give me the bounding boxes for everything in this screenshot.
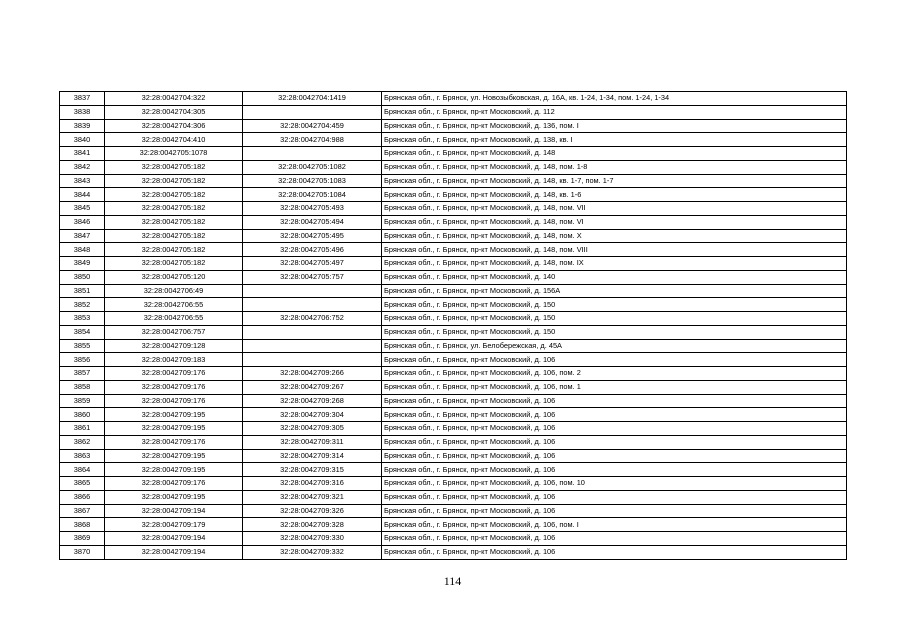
table-row	[60, 353, 847, 367]
table-row	[60, 257, 847, 271]
object-cadastral-number-cell: 32:28:0042705:496	[243, 243, 382, 257]
row-number-cell: 3845	[60, 202, 105, 216]
cadastral-number-cell: 32:28:0042709:179	[105, 518, 243, 532]
address-cell: Брянская обл., г. Брянск, пр-кт Московский, д. 148, пом. IX	[382, 257, 847, 271]
table-row	[60, 518, 847, 532]
object-cadastral-number-cell: 32:28:0042705:494	[243, 215, 382, 229]
row-number-cell: 3867	[60, 504, 105, 518]
table-row	[60, 119, 847, 133]
cadastral-number-cell: 32:28:0042709:176	[105, 477, 243, 491]
row-number-cell: 3848	[60, 243, 105, 257]
cadastral-number-cell: 32:28:0042704:410	[105, 133, 243, 147]
row-number-cell: 3846	[60, 215, 105, 229]
row-number-cell: 3854	[60, 325, 105, 339]
object-cadastral-number-cell: 32:28:0042704:459	[243, 119, 382, 133]
row-number-cell: 3870	[60, 545, 105, 559]
object-cadastral-number-cell: 32:28:0042709:330	[243, 532, 382, 546]
table-row	[60, 229, 847, 243]
address-cell: Брянская обл., г. Брянск, пр-кт Московский, д. 140	[382, 270, 847, 284]
address-cell: Брянская обл., г. Брянск, пр-кт Московский, д. 148, пом. VIII	[382, 243, 847, 257]
cadastral-number-cell: 32:28:0042705:120	[105, 270, 243, 284]
object-cadastral-number-cell: 32:28:0042705:1082	[243, 160, 382, 174]
cadastral-number-cell: 32:28:0042704:305	[105, 105, 243, 119]
address-cell: Брянская обл., г. Брянск, ул. Белобережская, д. 45А	[382, 339, 847, 353]
address-cell: Брянская обл., г. Брянск, пр-кт Московский, д. 106, пом. 1	[382, 380, 847, 394]
address-cell: Брянская обл., г. Брянск, пр-кт Московский, д. 112	[382, 105, 847, 119]
cadastral-number-cell: 32:28:0042709:176	[105, 367, 243, 381]
address-cell: Брянская обл., г. Брянск, пр-кт Московский, д. 136, пом. I	[382, 119, 847, 133]
address-cell: Брянская обл., г. Брянск, пр-кт Московский, д. 148, пом. VI	[382, 215, 847, 229]
table-row	[60, 449, 847, 463]
row-number-cell: 3862	[60, 435, 105, 449]
object-cadastral-number-cell: 32:28:0042709:321	[243, 490, 382, 504]
row-number-cell: 3844	[60, 188, 105, 202]
cadastral-number-cell: 32:28:0042705:182	[105, 202, 243, 216]
row-number-cell: 3838	[60, 105, 105, 119]
address-cell: Брянская обл., г. Брянск, пр-кт Московский, д. 150	[382, 325, 847, 339]
row-number-cell: 3868	[60, 518, 105, 532]
page-number: 114	[443, 574, 462, 588]
table-row	[60, 284, 847, 298]
cadastral-number-cell: 32:28:0042706:757	[105, 325, 243, 339]
object-cadastral-number-cell: 32:28:0042706:752	[243, 312, 382, 326]
row-number-cell: 3861	[60, 422, 105, 436]
object-cadastral-number-cell: 32:28:0042709:314	[243, 449, 382, 463]
cadastral-number-cell: 32:28:0042709:195	[105, 463, 243, 477]
cadastral-number-cell: 32:28:0042709:195	[105, 408, 243, 422]
table-row	[60, 312, 847, 326]
address-cell: Брянская обл., г. Брянск, пр-кт Московский, д. 106	[382, 545, 847, 559]
row-number-cell: 3866	[60, 490, 105, 504]
address-cell: Брянская обл., г. Брянск, пр-кт Московский, д. 106	[382, 422, 847, 436]
table-row	[60, 408, 847, 422]
address-cell: Брянская обл., г. Брянск, пр-кт Московский, д. 156А	[382, 284, 847, 298]
row-number-cell: 3863	[60, 449, 105, 463]
address-cell: Брянская обл., г. Брянск, пр-кт Московский, д. 106, пом. I	[382, 518, 847, 532]
table-row	[60, 394, 847, 408]
object-cadastral-number-cell: 32:28:0042705:493	[243, 202, 382, 216]
row-number-cell: 3856	[60, 353, 105, 367]
cadastral-number-cell: 32:28:0042705:182	[105, 243, 243, 257]
table-row	[60, 339, 847, 353]
table-row	[60, 188, 847, 202]
row-number-cell: 3841	[60, 147, 105, 161]
address-cell: Брянская обл., г. Брянск, пр-кт Московский, д. 150	[382, 312, 847, 326]
registry-table	[59, 91, 847, 560]
row-number-cell: 3865	[60, 477, 105, 491]
row-number-cell: 3849	[60, 257, 105, 271]
row-number-cell: 3842	[60, 160, 105, 174]
cadastral-number-cell: 32:28:0042705:182	[105, 160, 243, 174]
object-cadastral-number-cell: 32:28:0042705:497	[243, 257, 382, 271]
address-cell: Брянская обл., г. Брянск, пр-кт Московский, д. 148	[382, 147, 847, 161]
address-cell: Брянская обл., г. Брянск, пр-кт Московский, д. 150	[382, 298, 847, 312]
cadastral-number-cell: 32:28:0042709:194	[105, 532, 243, 546]
object-cadastral-number-cell	[243, 284, 382, 298]
address-cell: Брянская обл., г. Брянск, пр-кт Московский, д. 106	[382, 490, 847, 504]
cadastral-number-cell: 32:28:0042704:322	[105, 92, 243, 106]
cadastral-number-cell: 32:28:0042709:195	[105, 449, 243, 463]
cadastral-number-cell: 32:28:0042706:55	[105, 298, 243, 312]
table-row	[60, 504, 847, 518]
table-row	[60, 92, 847, 106]
object-cadastral-number-cell: 32:28:0042704:1419	[243, 92, 382, 106]
row-number-cell: 3839	[60, 119, 105, 133]
cadastral-number-cell: 32:28:0042705:182	[105, 215, 243, 229]
object-cadastral-number-cell: 32:28:0042705:1084	[243, 188, 382, 202]
object-cadastral-number-cell: 32:28:0042709:328	[243, 518, 382, 532]
address-cell: Брянская обл., г. Брянск, пр-кт Московский, д. 148, пом. X	[382, 229, 847, 243]
table-row	[60, 325, 847, 339]
row-number-cell: 3860	[60, 408, 105, 422]
cadastral-number-cell: 32:28:0042705:182	[105, 188, 243, 202]
table-row	[60, 477, 847, 491]
address-cell: Брянская обл., г. Брянск, пр-кт Московский, д. 106, пом. 10	[382, 477, 847, 491]
table-row	[60, 243, 847, 257]
cadastral-number-cell: 32:28:0042709:176	[105, 394, 243, 408]
row-number-cell: 3855	[60, 339, 105, 353]
cadastral-number-cell: 32:28:0042709:128	[105, 339, 243, 353]
table-row	[60, 545, 847, 559]
cadastral-number-cell: 32:28:0042706:55	[105, 312, 243, 326]
table-row	[60, 270, 847, 284]
object-cadastral-number-cell: 32:28:0042709:266	[243, 367, 382, 381]
object-cadastral-number-cell: 32:28:0042709:315	[243, 463, 382, 477]
table-row	[60, 380, 847, 394]
cadastral-number-cell: 32:28:0042709:176	[105, 380, 243, 394]
row-number-cell: 3837	[60, 92, 105, 106]
object-cadastral-number-cell: 32:28:0042709:326	[243, 504, 382, 518]
table-row	[60, 367, 847, 381]
document-sheet	[59, 91, 846, 560]
table-row	[60, 174, 847, 188]
cadastral-number-cell: 32:28:0042705:1078	[105, 147, 243, 161]
object-cadastral-number-cell	[243, 339, 382, 353]
object-cadastral-number-cell	[243, 325, 382, 339]
table-row	[60, 202, 847, 216]
address-cell: Брянская обл., г. Брянск, пр-кт Московский, д. 148, кв. 1-6	[382, 188, 847, 202]
row-number-cell: 3851	[60, 284, 105, 298]
address-cell: Брянская обл., г. Брянск, пр-кт Московский, д. 106	[382, 504, 847, 518]
cadastral-number-cell: 32:28:0042709:194	[105, 504, 243, 518]
cadastral-number-cell: 32:28:0042704:306	[105, 119, 243, 133]
object-cadastral-number-cell: 32:28:0042709:316	[243, 477, 382, 491]
table-row	[60, 298, 847, 312]
address-cell: Брянская обл., г. Брянск, пр-кт Московский, д. 148, пом. 1-8	[382, 160, 847, 174]
cadastral-number-cell: 32:28:0042705:182	[105, 257, 243, 271]
table-row	[60, 147, 847, 161]
row-number-cell: 3843	[60, 174, 105, 188]
address-cell: Брянская обл., г. Брянск, пр-кт Московский, д. 106	[382, 353, 847, 367]
object-cadastral-number-cell: 32:28:0042709:311	[243, 435, 382, 449]
address-cell: Брянская обл., г. Брянск, пр-кт Московский, д. 148, кв. 1-7, пом. 1-7	[382, 174, 847, 188]
cadastral-number-cell: 32:28:0042705:182	[105, 229, 243, 243]
cadastral-number-cell: 32:28:0042705:182	[105, 174, 243, 188]
table-row	[60, 435, 847, 449]
object-cadastral-number-cell	[243, 353, 382, 367]
object-cadastral-number-cell: 32:28:0042709:305	[243, 422, 382, 436]
object-cadastral-number-cell	[243, 105, 382, 119]
row-number-cell: 3864	[60, 463, 105, 477]
cadastral-number-cell: 32:28:0042709:194	[105, 545, 243, 559]
table-row	[60, 463, 847, 477]
object-cadastral-number-cell: 32:28:0042709:304	[243, 408, 382, 422]
address-cell: Брянская обл., г. Брянск, пр-кт Московский, д. 106, пом. 2	[382, 367, 847, 381]
cadastral-number-cell: 32:28:0042709:183	[105, 353, 243, 367]
object-cadastral-number-cell: 32:28:0042709:267	[243, 380, 382, 394]
table-row	[60, 105, 847, 119]
table-row	[60, 422, 847, 436]
cadastral-number-cell: 32:28:0042709:195	[105, 490, 243, 504]
address-cell: Брянская обл., г. Брянск, пр-кт Московский, д. 106	[382, 394, 847, 408]
row-number-cell: 3857	[60, 367, 105, 381]
address-cell: Брянская обл., г. Брянск, пр-кт Московский, д. 106	[382, 435, 847, 449]
row-number-cell: 3853	[60, 312, 105, 326]
table-row	[60, 215, 847, 229]
table-row	[60, 532, 847, 546]
row-number-cell: 3858	[60, 380, 105, 394]
address-cell: Брянская обл., г. Брянск, пр-кт Московский, д. 106	[382, 532, 847, 546]
address-cell: Брянская обл., г. Брянск, пр-кт Московский, д. 106	[382, 408, 847, 422]
row-number-cell: 3850	[60, 270, 105, 284]
object-cadastral-number-cell: 32:28:0042704:988	[243, 133, 382, 147]
table-row	[60, 160, 847, 174]
object-cadastral-number-cell: 32:28:0042705:495	[243, 229, 382, 243]
table-row	[60, 133, 847, 147]
address-cell: Брянская обл., г. Брянск, пр-кт Московский, д. 106	[382, 449, 847, 463]
table-row	[60, 490, 847, 504]
address-cell: Брянская обл., г. Брянск, ул. Новозыбковская, д. 16А, кв. 1-24, 1-34, пом. 1-24, 1-34	[382, 92, 847, 106]
row-number-cell: 3859	[60, 394, 105, 408]
table-body	[60, 92, 847, 560]
row-number-cell: 3840	[60, 133, 105, 147]
row-number-cell: 3847	[60, 229, 105, 243]
cadastral-number-cell: 32:28:0042709:195	[105, 422, 243, 436]
cadastral-number-cell: 32:28:0042709:176	[105, 435, 243, 449]
cadastral-number-cell: 32:28:0042706:49	[105, 284, 243, 298]
object-cadastral-number-cell: 32:28:0042709:268	[243, 394, 382, 408]
object-cadastral-number-cell: 32:28:0042705:1083	[243, 174, 382, 188]
object-cadastral-number-cell	[243, 298, 382, 312]
row-number-cell: 3869	[60, 532, 105, 546]
address-cell: Брянская обл., г. Брянск, пр-кт Московский, д. 148, пом. VII	[382, 202, 847, 216]
address-cell: Брянская обл., г. Брянск, пр-кт Московский, д. 106	[382, 463, 847, 477]
object-cadastral-number-cell: 32:28:0042705:757	[243, 270, 382, 284]
object-cadastral-number-cell	[243, 147, 382, 161]
object-cadastral-number-cell: 32:28:0042709:332	[243, 545, 382, 559]
row-number-cell: 3852	[60, 298, 105, 312]
address-cell: Брянская обл., г. Брянск, пр-кт Московский, д. 138, кв. I	[382, 133, 847, 147]
